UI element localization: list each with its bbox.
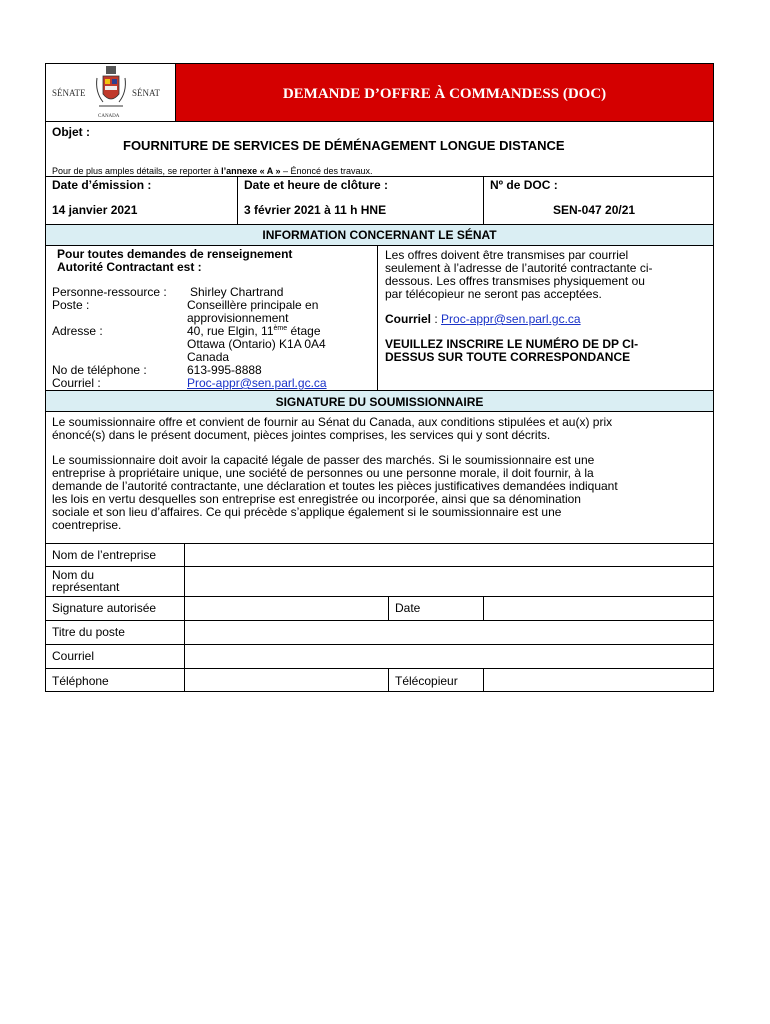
signature-p2-line-3: demande de l’autorité contractante, une déclaration et toutes les pièces justificatives demandées indiquant (52, 479, 618, 493)
signature-heading: SIGNATURE DU SOUMISSIONNAIRE (275, 395, 484, 409)
company-name-label: Nom de l’entreprise (52, 548, 157, 562)
phone-label: Téléphone (52, 674, 109, 688)
signature-p2-line-4: les lois en vertu desquelles son entreprise est enregistrée ou incorporée, ainsi que sa dénomination (52, 492, 581, 506)
objet-label: Objet : (52, 125, 90, 139)
submission-note-line-4: par télécopieur ne seront pas acceptées. (385, 287, 602, 301)
fax-field[interactable] (484, 669, 713, 692)
contact-address-line-3: Canada (187, 350, 230, 364)
contact-email-label: Courriel : (52, 376, 101, 390)
contact-poste-label: Poste : (52, 298, 90, 312)
authorized-signature-label: Signature autorisée (52, 601, 157, 615)
contact-poste-value-1: Conseillère principale en (187, 298, 319, 312)
job-title-field[interactable] (185, 621, 713, 644)
contact-poste-value-2: approvisionnement (187, 311, 289, 325)
signature-p2-line-6: coentreprise. (52, 518, 122, 532)
objet-note-pre: Pour de plus amples détails, se reporter à (52, 166, 222, 176)
coat-of-arms-icon (93, 64, 129, 116)
dates-divider-2 (483, 176, 484, 224)
warning-line-1: VEUILLEZ INSCRIRE LE NUMÉRO DE DP CI- (385, 337, 639, 351)
submission-email (385, 313, 581, 326)
contact-phone-label: No de téléphone : (52, 363, 147, 377)
form-fax-divider-left (388, 668, 389, 692)
contact-phone-value: 613-995-8888 (187, 363, 262, 377)
senate-info-heading-line (45, 245, 714, 246)
submission-email-label: Courriel (385, 312, 432, 326)
closing-date-label: Date et heure de clôture : (244, 178, 389, 192)
senate-info-divider (377, 245, 378, 390)
address-line1-pre: 40, rue Elgin, 11 (187, 324, 274, 338)
issue-date-label: Date d’émission : (52, 178, 152, 192)
contact-person-value: Shirley Chartrand (190, 285, 284, 299)
signature-p2-line-1: Le soumissionnaire doit avoir la capacité légale de passer des marchés. Si le soumissionnaire est une (52, 453, 595, 467)
date-field[interactable] (484, 597, 713, 620)
header-bottom-line (45, 121, 714, 122)
doc-number-label: Nº de DOC : (490, 178, 558, 192)
doc-number-value: SEN-047 20/21 (553, 203, 636, 217)
submission-email-link[interactable]: Proc-appr@sen.parl.gc.ca (441, 312, 581, 326)
objet-title: FOURNITURE DE SERVICES DE DÉMÉNAGEMENT LONGUE DISTANCE (123, 138, 565, 153)
logo-left-text: SÉNATE (52, 88, 86, 98)
signature-p1-line-2: énoncé(s) dans le présent document, pièces jointes comprises, les services qui y sont décrits. (52, 428, 551, 442)
senate-info-heading: INFORMATION CONCERNANT LE SÉNAT (262, 228, 497, 242)
contact-person-label: Personne-ressource : (52, 285, 167, 299)
job-title-label: Titre du poste (52, 625, 125, 639)
dates-divider-1 (237, 176, 238, 224)
closing-date-value: 3 février 2021 à 11 h HNE (244, 203, 387, 217)
submission-note-line-3: dessous. Les offres transmises physiquement ou (385, 274, 645, 288)
contact-heading-1: Pour toutes demandes de renseignement (57, 247, 293, 261)
representative-label-1: Nom du (52, 568, 95, 582)
form-date-divider-left (388, 596, 389, 620)
logo-country-text: CANADA (98, 114, 120, 119)
warning-line-2: DESSUS SUR TOUTE CORRESPONDANCE (385, 350, 631, 364)
submission-email-sep: : (431, 312, 442, 326)
logo-right-text: SÉNAT (132, 88, 161, 98)
phone-field[interactable] (185, 669, 388, 692)
company-name-field[interactable] (185, 544, 713, 566)
submission-note-line-2: seulement à l’adresse de l’autorité contractante ci- (385, 261, 653, 275)
representative-name-field[interactable] (185, 567, 713, 596)
contact-address-label: Adresse : (52, 324, 103, 338)
objet-note (52, 166, 373, 176)
contact-heading-2: Autorité Contractant est : (57, 260, 202, 274)
contact-email-link[interactable]: Proc-appr@sen.parl.gc.ca (187, 376, 327, 390)
address-line1-post: étage (287, 324, 321, 338)
address-line1-sup: ème (273, 325, 288, 332)
signature-heading-line (45, 411, 714, 412)
document-title: DEMANDE D’OFFRE À COMMANDESS (DOC) (282, 86, 607, 102)
date-label: Date (395, 601, 421, 615)
authorized-signature-field[interactable] (185, 597, 388, 620)
contact-address-line-2: Ottawa (Ontario) K1A 0A4 (187, 337, 326, 351)
signature-p2-line-5: sociale et son lieu d’affaires. Ce qui précède s’applique également si le soumissionnaire est une (52, 505, 562, 519)
signature-p2-line-2: entreprise à propriétaire unique, une société de personnes ou une personne morale, il doit fournir, à la (52, 466, 594, 480)
signature-p1-line-1: Le soumissionnaire offre et convient de fournir au Sénat du Canada, aux conditions stipulées et au(x) prix (52, 415, 613, 429)
representative-label-2: représentant (52, 580, 120, 594)
issue-date-value: 14 janvier 2021 (52, 203, 138, 217)
email-field[interactable] (185, 645, 713, 668)
objet-note-annex: l’annexe « A » (221, 166, 281, 176)
submission-note-line-1: Les offres doivent être transmises par courriel (385, 248, 629, 262)
objet-note-post: – Énoncé des travaux. (280, 166, 373, 176)
objet-bottom-line (45, 176, 714, 177)
email-label: Courriel (52, 649, 95, 663)
fax-label: Télécopieur (395, 674, 458, 688)
